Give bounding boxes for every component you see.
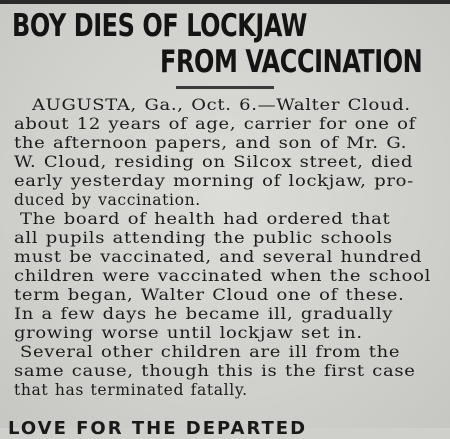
next-headline-partial: LOVE FOR THE DEPARTED — [8, 418, 308, 439]
article-line: same cause, though this is the first case — [14, 362, 416, 380]
article-line: growing worse until lockjaw set in. — [14, 324, 363, 342]
article-line: early yesterday morning of lockjaw, pro- — [14, 172, 414, 190]
headline-divider — [176, 86, 274, 89]
article-line: duced by vaccination. — [14, 191, 201, 209]
article-line: AUGUSTA, Ga., Oct. 6.—Walter Cloud. — [32, 96, 411, 114]
top-column-rule — [0, 0, 450, 4]
headline-line-1: BOY DIES OF LOCKJAW — [12, 8, 307, 44]
article-line: about 12 years of age, carrier for one of — [14, 115, 416, 133]
article-line: The board of health had ordered that — [20, 210, 391, 228]
article-line: Several other children are ill from the — [20, 343, 401, 361]
article-line: children were vaccinated when the school — [14, 267, 432, 285]
article-line: W. Cloud, residing on Silcox street, died — [14, 153, 414, 171]
article-line: term began, Walter Cloud one of these. — [14, 286, 405, 304]
article-line: all pupils attending the public schools — [14, 229, 393, 247]
article-line: that has terminated fatally. — [14, 381, 248, 399]
article-line: the afternoon papers, and son of Mr. G. — [14, 134, 408, 152]
headline-line-2: FROM VACCINATION — [160, 44, 423, 80]
article-line: In a few days he became ill, gradually — [14, 305, 394, 323]
article-line: must be vaccinated, and several hundred — [14, 248, 423, 266]
